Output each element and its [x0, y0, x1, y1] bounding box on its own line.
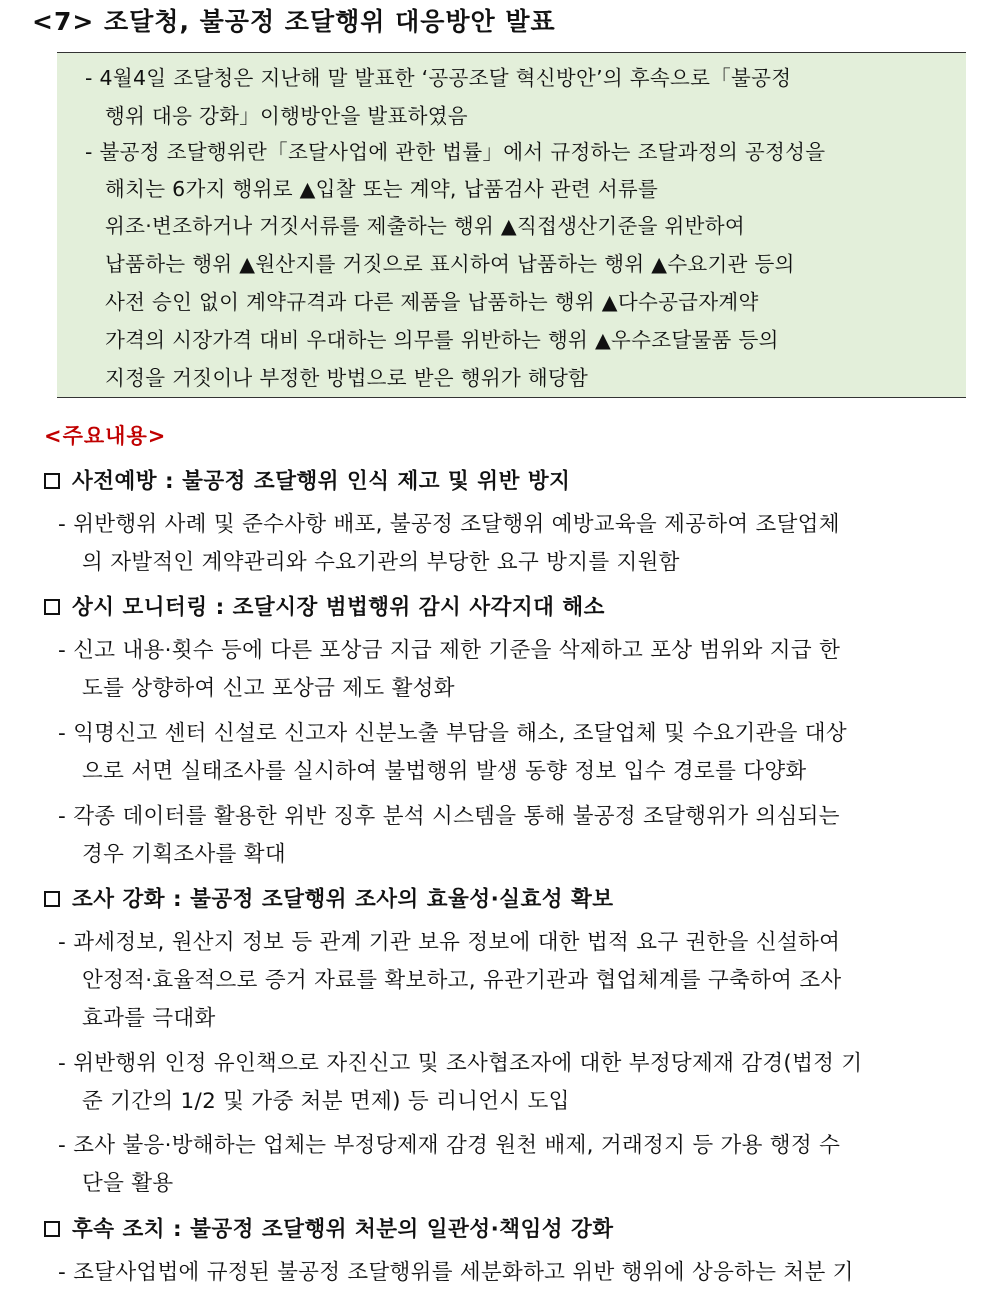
- body-line: 의 자발적인 계약관리와 수요기관의 부당한 요구 방지를 지원함: [82, 550, 680, 575]
- summary-line: - 4월4일 조달청은 지난해 말 발표한 ‘공공조달 혁신방안’의 후속으로「불공정: [85, 66, 792, 90]
- body-line: 단을 활용: [82, 1171, 174, 1196]
- section-heading-text: 상시 모니터링 : 조달시장 범법행위 감시 사각지대 해소: [72, 595, 605, 620]
- summary-box: [57, 52, 966, 398]
- summary-line: 행위 대응 강화」이행방안을 발표하였음: [105, 104, 468, 128]
- summary-line: 가격의 시장가격 대비 우대하는 의무를 위반하는 행위 ▲우수조달물품 등의: [105, 328, 779, 352]
- body-line: 효과를 극대화: [82, 1006, 216, 1031]
- body-line: - 조사 불응·방해하는 업체는 부정당제재 감경 원천 배제, 거래정지 등 가용 행정 수: [58, 1133, 841, 1158]
- summary-line: 납품하는 행위 ▲원산지를 거짓으로 표시하여 납품하는 행위 ▲수요기관 등의: [105, 252, 795, 276]
- body-line: 경우 기획조사를 확대: [82, 842, 286, 867]
- page-title: <7> 조달청, 불공정 조달행위 대응방안 발표: [32, 7, 556, 36]
- body-line: 도를 상향하여 신고 포상금 제도 활성화: [82, 676, 455, 701]
- body-line: - 조달사업법에 규정된 불공정 조달행위를 세분화하고 위반 행위에 상응하는 처분 기: [58, 1260, 854, 1285]
- summary-line: - 불공정 조달행위란「조달사업에 관한 법률」에서 규정하는 조달과정의 공정성을: [85, 140, 826, 164]
- summary-line: 사전 승인 없이 계약규격과 다른 제품을 납품하는 행위 ▲다수공급자계약: [105, 290, 759, 314]
- body-line: - 신고 내용·횟수 등에 다른 포상금 지급 제한 기준을 삭제하고 포상 범위와 지급 한: [58, 638, 841, 663]
- section-heading: [44, 590, 605, 621]
- body-line: - 각종 데이터를 활용한 위반 징후 분석 시스템을 통해 불공정 조달행위가 의심되는: [58, 804, 840, 829]
- checkbox-square-icon: [44, 599, 60, 615]
- checkbox-square-icon: [44, 1221, 60, 1237]
- body-line: 안정적·효율적으로 증거 자료를 확보하고, 유관기관과 협업체계를 구축하여 조사: [82, 968, 842, 993]
- checkbox-square-icon: [44, 891, 60, 907]
- body-line: 준 기간의 1/2 및 가중 처분 면제) 등 리니언시 도입: [82, 1089, 570, 1114]
- section-heading: [44, 1212, 614, 1243]
- section-heading: [44, 464, 570, 495]
- body-line: - 위반행위 사례 및 준수사항 배포, 불공정 조달행위 예방교육을 제공하여 조달업체: [58, 512, 840, 537]
- section-heading-text: 조사 강화 : 불공정 조달행위 조사의 효율성·실효성 확보: [72, 887, 614, 912]
- body-line: - 과세정보, 원산지 정보 등 관계 기관 보유 정보에 대한 법적 요구 권한을 신설하여: [58, 930, 841, 955]
- checkbox-square-icon: [44, 473, 60, 489]
- summary-line: 해치는 6가지 행위로 ▲입찰 또는 계약, 납품검사 관련 서류를: [105, 177, 659, 201]
- body-line: 으로 서면 실태조사를 실시하여 불법행위 발생 동향 정보 입수 경로를 다양화: [82, 759, 807, 784]
- body-line: - 익명신고 센터 신설로 신고자 신분노출 부담을 해소, 조달업체 및 수요기관을 대상: [58, 721, 847, 746]
- section-label: <주요내용>: [44, 424, 167, 448]
- section-heading-text: 사전예방 : 불공정 조달행위 인식 제고 및 위반 방지: [72, 469, 571, 494]
- summary-line: 지정을 거짓이나 부정한 방법으로 받은 행위가 해당함: [105, 366, 589, 390]
- section-heading-text: 후속 조치 : 불공정 조달행위 처분의 일관성·책임성 강화: [72, 1217, 614, 1242]
- section-heading: [44, 882, 614, 913]
- summary-line: 위조·변조하거나 거짓서류를 제출하는 행위 ▲직접생산기준을 위반하여: [105, 214, 745, 238]
- body-line: - 위반행위 인정 유인책으로 자진신고 및 조사협조자에 대한 부정당제재 감경(법정 기: [58, 1051, 863, 1076]
